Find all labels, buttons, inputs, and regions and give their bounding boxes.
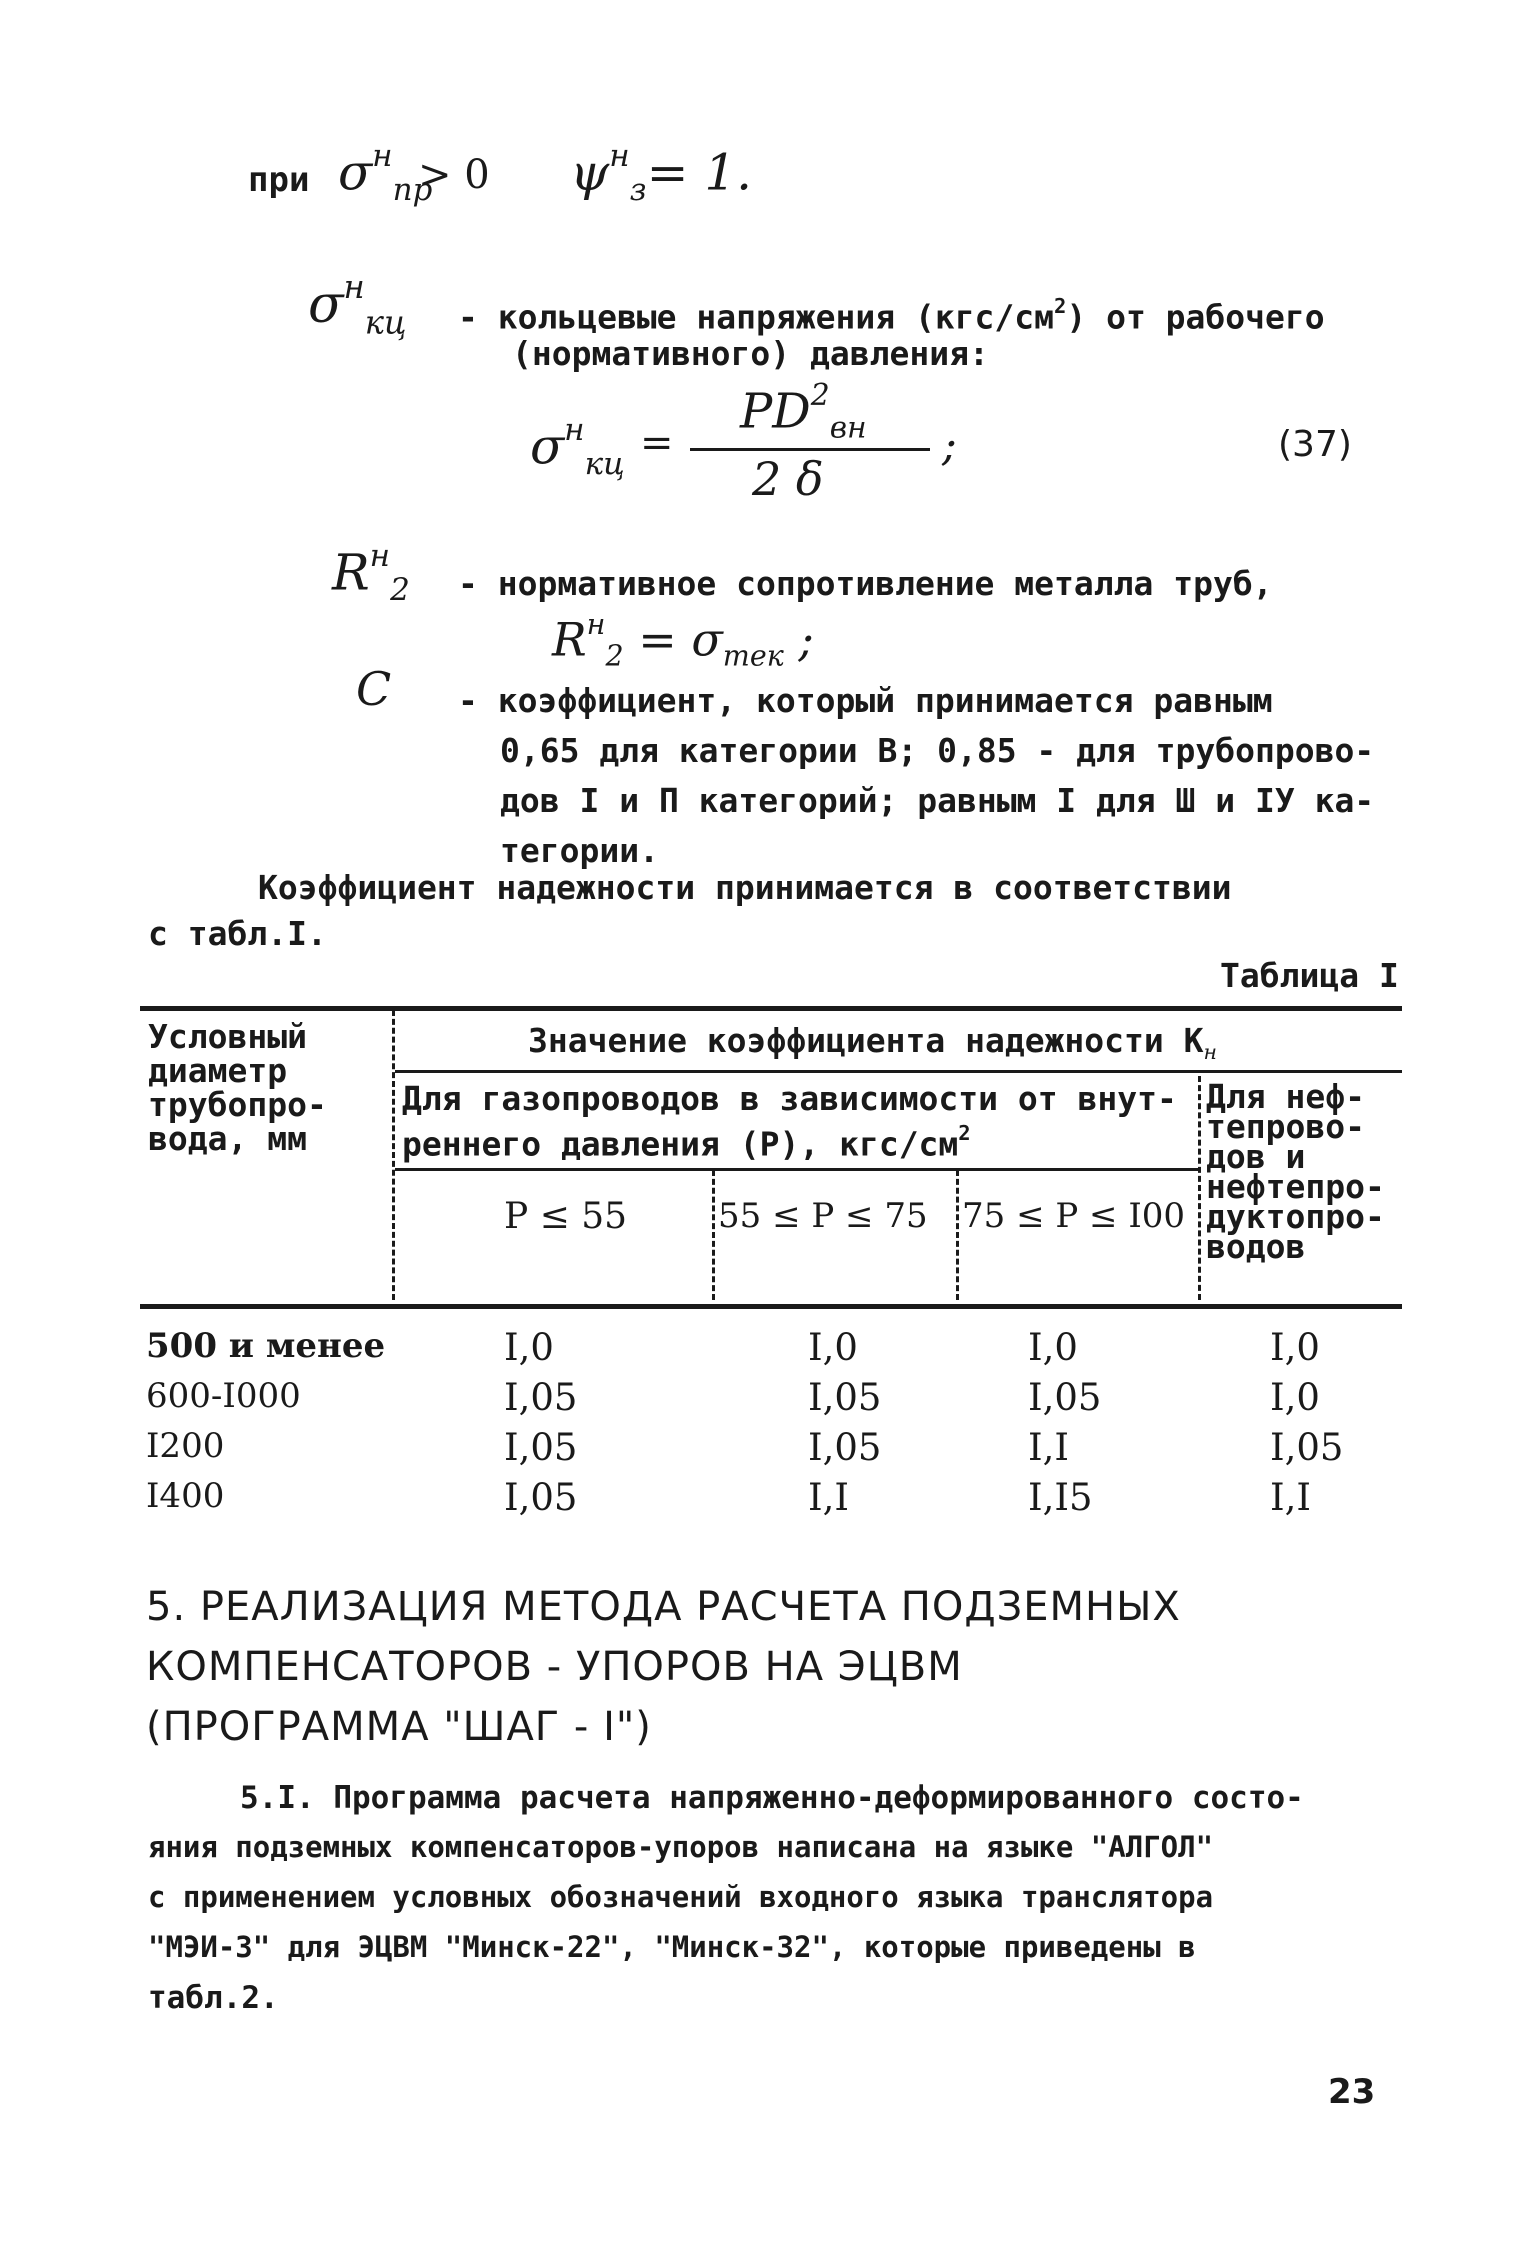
col-divider-1	[392, 1010, 395, 1300]
row2-v2: I,05	[808, 1376, 882, 1419]
row3-diameter: I200	[146, 1426, 225, 1466]
c-text	[458, 676, 1374, 876]
col1-header-l1: Условный	[148, 1017, 307, 1056]
row3-v4: I,05	[1270, 1426, 1344, 1469]
r2-text: - нормативное сопротивление металла труб,	[458, 564, 1273, 603]
formula-lhs-glyph: σ	[530, 417, 565, 476]
group-header	[528, 1021, 1217, 1069]
formula-equals: =	[640, 420, 674, 466]
formula-numerator	[740, 378, 867, 446]
oil-header-l5: дуктопро-	[1206, 1197, 1385, 1236]
r2-sub: 2	[390, 572, 410, 609]
group-header-text: Значение коэффициента надежности К	[528, 1021, 1204, 1060]
gas-header	[402, 1079, 1177, 1164]
r2-equation	[552, 608, 814, 672]
condition-line	[248, 160, 309, 200]
sigma-kc-text-b: ) от рабочего	[1066, 297, 1325, 337]
r2-eq-sup: н	[586, 608, 606, 641]
formula-numerator-sub: вн	[829, 410, 867, 446]
paragraph-line1: 5.I. Программа расчета напряженно-деформированного состо-	[240, 1780, 1304, 1816]
group-header-sub: н	[1203, 1040, 1217, 1065]
section-heading-line2: КОМПЕНСАТОРОВ - УПОРОВ НА ЭЦВМ	[146, 1644, 963, 1690]
sub-header-rule	[395, 1168, 1198, 1171]
c-line4: тегории.	[500, 831, 659, 870]
row4-v1: I,05	[504, 1476, 578, 1519]
row2-v1: I,05	[504, 1376, 578, 1419]
formula-numerator-sup: 2	[810, 378, 830, 413]
row4-v3: I,I5	[1028, 1476, 1093, 1519]
row3-v2: I,05	[808, 1426, 882, 1469]
formula-numerator-text: PD	[740, 383, 811, 440]
group-rule	[395, 1070, 1402, 1073]
oil-header-l3: дов и	[1206, 1137, 1306, 1176]
col1-header-l4: вода, мм	[148, 1119, 307, 1158]
col-divider-oil	[1198, 1076, 1201, 1300]
row1-v1: I,0	[504, 1326, 554, 1369]
row3-v1: I,05	[504, 1426, 578, 1469]
sigma-kc-glyph: σ	[308, 275, 344, 336]
r2-sup: н	[369, 538, 391, 574]
condition-prefix: при	[248, 160, 310, 200]
c-symbol: С	[356, 662, 392, 716]
intro-line2: с табл.I.	[148, 914, 327, 953]
intro-line1: Коэффициент надежности принимается в соответствии	[258, 868, 1232, 907]
paragraph-line4: "МЭИ-3" для ЭЦВМ "Минск-22", "Минск-32", которые приведены в	[148, 1930, 1196, 1964]
formula-number: (37)	[1278, 424, 1352, 465]
r2-eq-lhs: R	[552, 612, 587, 667]
gas-header-l1: Для газопроводов в зависимости от внут-	[402, 1079, 1177, 1118]
table-caption: Таблица I	[1220, 956, 1399, 995]
page-number: 23	[1328, 2072, 1376, 2112]
fraction-bar	[690, 448, 930, 451]
paragraph-line3: с применением условных обозначений входного языка транслятора	[148, 1880, 1214, 1914]
row1-v3: I,0	[1028, 1326, 1078, 1369]
psi-glyph: ψ	[570, 143, 610, 202]
col1-header-l3: трубопро-	[148, 1085, 327, 1124]
r2-eq-sub: 2	[605, 639, 624, 673]
c-line1: - коэффициент, который принимается равным	[458, 681, 1273, 720]
paragraph-line5: табл.2.	[148, 1980, 279, 2016]
r2-symbol	[332, 538, 410, 608]
col-divider-3	[956, 1170, 959, 1300]
psi-value: = 1.	[646, 143, 753, 202]
c-line2: 0,65 для категории В; 0,85 - для трубопрово-	[500, 731, 1375, 770]
psi-sub: з	[629, 172, 647, 209]
col-divider-2	[712, 1170, 715, 1300]
formula-lhs-sup: н	[564, 412, 585, 448]
psi-symbol	[570, 138, 752, 208]
r2-eq-rhs-sub: тек	[722, 639, 784, 673]
section-heading-line3: (ПРОГРАММА "ШАГ - I")	[146, 1704, 652, 1750]
oil-header-l6: водов	[1206, 1227, 1306, 1266]
row4-v2: I,I	[808, 1476, 849, 1519]
sigma-kc-text-line2: (нормативного) давления:	[512, 334, 989, 373]
formula-lhs-sub: кц	[584, 446, 625, 483]
r2-eq-rhs: = σ	[638, 612, 723, 667]
sigma-kc-sup: н	[343, 268, 365, 306]
gas-header-sup: 2	[958, 1121, 971, 1145]
gas-header-l2: реннего давления (Р), кгс/см	[402, 1124, 959, 1164]
formula-tail: ;	[942, 420, 957, 471]
oil-header-l4: нефтепро-	[1206, 1167, 1385, 1206]
sub-header-1: Р ≤ 55	[504, 1196, 628, 1237]
sigma-kc-text-a: - кольцевые напряжения (кгс/см	[458, 297, 1055, 337]
table-top-rule	[140, 1006, 1402, 1011]
row2-diameter: 600-I000	[146, 1376, 301, 1416]
row1-diameter: 500 и менее	[146, 1326, 386, 1366]
row2-v3: I,05	[1028, 1376, 1102, 1419]
oil-header-l1: Для неф-	[1206, 1077, 1365, 1116]
row1-v4: I,0	[1270, 1326, 1320, 1369]
row4-v4: I,I	[1270, 1476, 1311, 1519]
sigma-sub: пр	[392, 172, 433, 209]
sub-header-3: 75 ≤ Р ≤ I00	[962, 1196, 1186, 1236]
row1-v2: I,0	[808, 1326, 858, 1369]
sigma-glyph: σ	[338, 143, 373, 202]
c-line3: дов I и П категорий; равным I для Ш и IУ ка-	[500, 781, 1375, 820]
paragraph-line2: яния подземных компенсаторов-упоров написана на языке "АЛГОЛ"	[148, 1830, 1214, 1864]
col1-header-l2: диаметр	[148, 1051, 288, 1090]
sigma-kc-text-sup: 2	[1054, 294, 1067, 318]
formula-denominator: 2 δ	[752, 452, 824, 506]
table-header-bottom-rule	[140, 1304, 1402, 1309]
condition-relation: > 0	[418, 152, 490, 198]
r2-glyph: R	[332, 543, 370, 602]
sigma-sup: н	[372, 138, 393, 174]
sub-header-2: 55 ≤ Р ≤ 75	[718, 1196, 928, 1236]
section-heading-line1: 5. РЕАЛИЗАЦИЯ МЕТОДА РАСЧЕТА ПОДЗЕМНЫХ	[146, 1584, 1181, 1630]
psi-sup: н	[609, 138, 630, 174]
col1-header	[148, 1017, 327, 1158]
sigma-kc-text-line1	[458, 294, 1325, 336]
row4-diameter: I400	[146, 1476, 225, 1516]
row2-v4: I,0	[1270, 1376, 1320, 1419]
sigma-kc-symbol	[308, 268, 406, 341]
oil-header-l2: тепрово-	[1206, 1107, 1365, 1146]
sigma-kc-sub: кц	[364, 303, 407, 342]
row3-v3: I,I	[1028, 1426, 1069, 1469]
formula-lhs	[530, 412, 625, 482]
r2-eq-tail: ;	[798, 612, 814, 667]
oil-header	[1206, 1077, 1385, 1266]
